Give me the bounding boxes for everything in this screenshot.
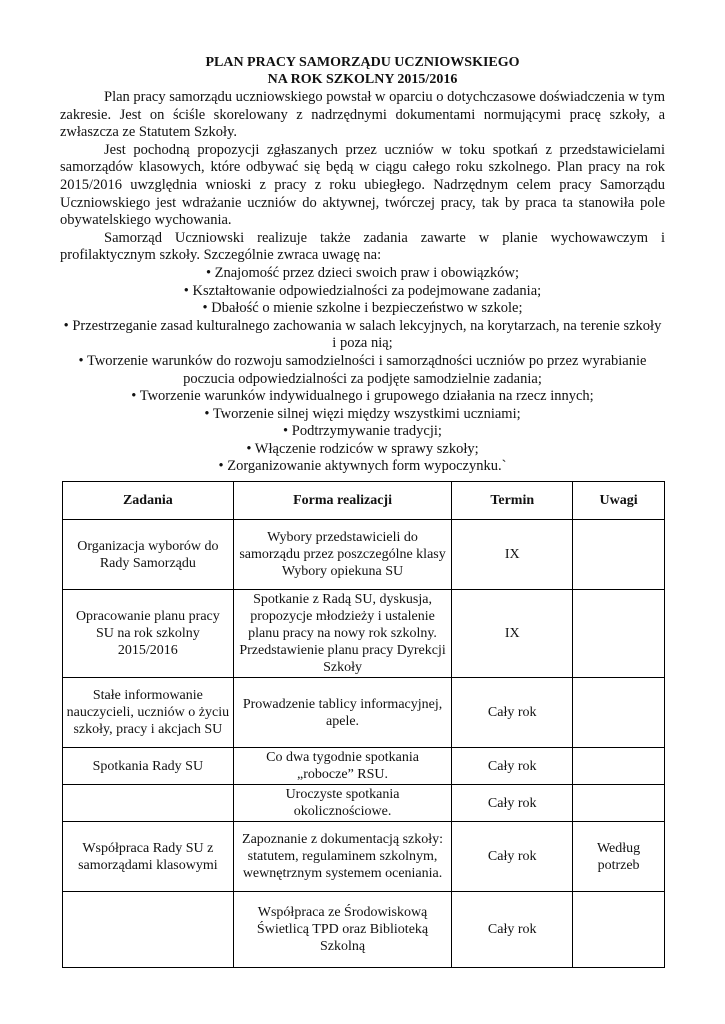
column-header-notes: Uwagi <box>573 482 665 520</box>
table-row <box>63 748 665 785</box>
form-cell: Wybory przedstawicieli do samorządu przez poszczególne klasy Wybory opiekuna SU <box>233 520 452 590</box>
notes-cell <box>573 678 665 748</box>
focus-list <box>60 265 665 476</box>
list-item: • Tworzenie warunków indywidualnego i grupowego działania na rzecz innych; <box>60 388 665 406</box>
form-cell: Uroczyste spotkania okolicznościowe. <box>233 785 452 822</box>
column-header-term: Termin <box>452 482 573 520</box>
list-item: • Tworzenie silnej więzi między wszystkimi uczniami; <box>60 406 665 424</box>
list-item: • Zorganizowanie aktywnych form wypoczynku.` <box>60 458 665 476</box>
column-header-tasks: Zadania <box>63 482 234 520</box>
column-header-form: Forma realizacji <box>233 482 452 520</box>
term-cell: IX <box>452 520 573 590</box>
task-cell <box>63 892 234 968</box>
form-cell: Spotkanie z Radą SU, dyskusja, propozycje młodzieży i ustalenie planu pracy na nowy rok szkolny. Przedstawienie planu pracy Dyrekcji Szkoły <box>233 590 452 678</box>
list-item: • Kształtowanie odpowiedzialności za podejmowane zadania; <box>60 283 665 301</box>
plan-table <box>62 481 665 968</box>
term-cell: Cały rok <box>452 892 573 968</box>
list-item: • Dbałość o mienie szkolne i bezpieczeństwo w szkole; <box>60 300 665 318</box>
notes-cell <box>573 590 665 678</box>
task-cell: Spotkania Rady SU <box>63 748 234 785</box>
form-cell: Współpraca ze Środowiskową Świetlicą TPD oraz Biblioteką Szkolną <box>233 892 452 968</box>
task-cell: Opracowanie planu pracy SU na rok szkolny 2015/2016 <box>63 590 234 678</box>
form-cell: Prowadzenie tablicy informacyjnej, apele. <box>233 678 452 748</box>
table-row <box>63 678 665 748</box>
list-item: • Przestrzeganie zasad kulturalnego zachowania w salach lekcyjnych, na korytarzach, na terenie szkoły i poza nią; <box>60 318 665 353</box>
notes-cell <box>573 892 665 968</box>
table-header-row <box>63 482 665 520</box>
table-row <box>63 520 665 590</box>
notes-cell <box>573 520 665 590</box>
paragraph: Samorząd Uczniowski realizuje także zadania zawarte w planie wychowawczym i profilaktycznym szkoły. Szczególnie zwraca uwagę na: <box>60 229 665 264</box>
term-cell: IX <box>452 590 573 678</box>
task-cell <box>63 785 234 822</box>
task-cell: Stałe informowanie nauczycieli, uczniów o życiu szkoły, pracy i akcjach SU <box>63 678 234 748</box>
table-row <box>63 785 665 822</box>
task-cell: Organizacja wyborów do Rady Samorządu <box>63 520 234 590</box>
form-cell: Co dwa tygodnie spotkania „robocze” RSU. <box>233 748 452 785</box>
term-cell: Cały rok <box>452 785 573 822</box>
term-cell: Cały rok <box>452 678 573 748</box>
list-item: • Podtrzymywanie tradycji; <box>60 423 665 441</box>
term-cell: Cały rok <box>452 822 573 892</box>
paragraph: Plan pracy samorządu uczniowskiego powstał w oparciu o dotychczasowe doświadczenia w tym zakresie. Jest on ściśle skorelowany z nadrzędnymi dokumentami normującymi pracę szkoły, a zwłaszcza ze Statutem Szkoły. <box>60 89 665 141</box>
list-item: • Znajomość przez dzieci swoich praw i obowiązków; <box>60 265 665 283</box>
notes-cell <box>573 785 665 822</box>
notes-cell <box>573 748 665 785</box>
list-item: • Włączenie rodziców w sprawy szkoły; <box>60 441 665 459</box>
table-row <box>63 892 665 968</box>
title-line-1: PLAN PRACY SAMORZĄDU UCZNIOWSKIEGO <box>205 55 520 70</box>
notes-cell: Według potrzeb <box>573 822 665 892</box>
paragraph: Jest pochodną propozycji zgłaszanych przez uczniów w toku spotkań z przedstawicielami samorządów klasowych, które odbywać się będą w ciągu całego roku szkolnego. Plan pracy na rok 2015/2016 uwzględnia wnioski z pracy z roku ubiegłego. Nadrzędnym celem pracy Samorządu Uczniowskiego jest wdrażanie uczniów do aktywnej, twórczej pracy, tak by praca ta stanowiła pole obywatelskiego wychowania. <box>60 141 665 229</box>
table-row <box>63 822 665 892</box>
table-row <box>63 590 665 678</box>
document-body <box>60 89 665 476</box>
document-title <box>60 54 665 88</box>
title-line-2: NA ROK SZKOLNY 2015/2016 <box>267 72 458 87</box>
list-item: • Tworzenie warunków do rozwoju samodzielności i samorządności uczniów po przez wyrabianie poczucia odpowiedzialności za podjęte samodzielnie zadania; <box>60 353 665 388</box>
term-cell: Cały rok <box>452 748 573 785</box>
task-cell: Współpraca Rady SU z samorządami klasowymi <box>63 822 234 892</box>
form-cell: Zapoznanie z dokumentacją szkoły: statutem, regulaminem szkolnym, wewnętrznym systemem oceniania. <box>233 822 452 892</box>
